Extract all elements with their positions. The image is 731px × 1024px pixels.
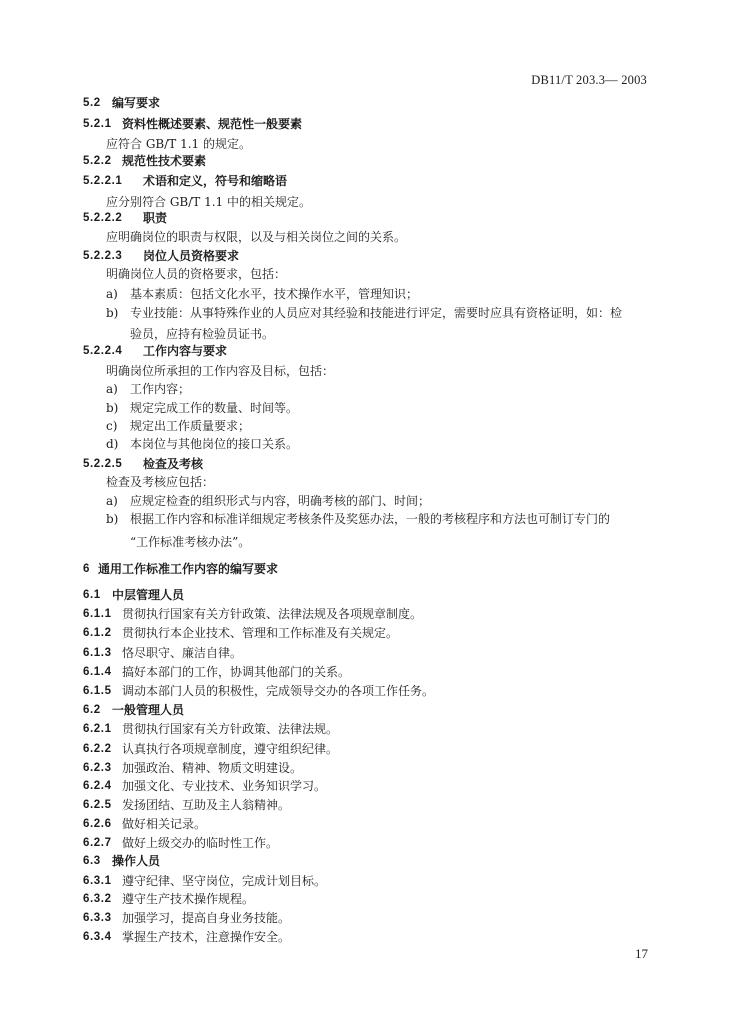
paragraph-text: 专业技能：从事特殊作业的人员应对其经验和技能进行评定，需要时应具有资格证明，如：检	[130, 306, 623, 320]
list-label: b)	[106, 306, 119, 320]
clause-number: 5.2.2	[83, 155, 112, 167]
heading-text: 检查及考核	[143, 457, 204, 471]
heading-text: 一般管理人员	[112, 703, 185, 717]
list-label: a)	[106, 494, 118, 508]
list-label: c)	[106, 419, 118, 433]
clause-number: 6.3	[83, 855, 101, 867]
clause-number: 6.2.5	[83, 799, 112, 811]
clause-number: 6.2.2	[83, 743, 112, 755]
paragraph-text: 恪尽职守、廉洁自律。	[122, 646, 243, 660]
paragraph-text: 遵守生产技术操作规程。	[122, 892, 255, 906]
heading-text: 工作内容与要求	[143, 344, 228, 358]
paragraph-text: 加强文化、专业技术、业务知识学习。	[122, 779, 327, 793]
clause-number: 6.1.4	[83, 666, 112, 678]
clause-number: 6.3.1	[83, 875, 112, 887]
paragraph-text: 规定完成工作的数量、时间等。	[130, 401, 299, 415]
paragraph-text: 验员，应持有检验员证书。	[130, 327, 275, 341]
paragraph-text: 加强政治、精神、物质文明建设。	[122, 761, 303, 775]
heading-text: 规范性技术要素	[122, 154, 207, 168]
clause-number: 6	[83, 563, 90, 575]
document-code: DB11/T 203.3— 2003	[531, 73, 647, 87]
paragraph-text: 根据工作内容和标准详细规定考核条件及奖惩办法，一般的考核程序和方法也可制订专门的	[130, 512, 611, 526]
paragraph-text: 贯彻执行本企业技术、管理和工作标准及有关规定。	[122, 626, 399, 640]
heading-text: 职责	[143, 211, 168, 225]
paragraph-text: 搞好本部门的工作，协调其他部门的关系。	[122, 665, 351, 679]
paragraph-text: 发扬团结、互助及主人翁精神。	[122, 798, 291, 812]
paragraph-text: 调动本部门人员的积极性，完成领导交办的各项工作任务。	[122, 684, 435, 698]
clause-number: 6.1.2	[83, 627, 112, 639]
heading-text: 通用工作标准工作内容的编写要求	[98, 562, 279, 576]
paragraph-text: 应分别符合 GB/T 1.1 中的相关规定。	[106, 195, 311, 209]
clause-number: 6.3.3	[83, 912, 112, 924]
paragraph-text: 贯彻执行国家有关方针政策、法律法规及各项规章制度。	[122, 607, 423, 621]
list-label: a)	[106, 287, 118, 301]
paragraph-text: 应明确岗位的职责与权限，以及与相关岗位之间的关系。	[106, 230, 407, 244]
list-label: d)	[106, 437, 119, 451]
clause-number: 5.2.2.4	[83, 345, 123, 357]
page-number: 17	[635, 946, 648, 961]
clause-number: 6.3.2	[83, 893, 112, 905]
clause-number: 6.2.6	[83, 818, 112, 830]
clause-number: 6.2	[83, 704, 101, 716]
paragraph-text: 遵守纪律、坚守岗位，完成计划目标。	[122, 874, 327, 888]
heading-text: 中层管理人员	[112, 588, 185, 602]
clause-number: 5.2	[83, 97, 101, 109]
clause-number: 6.2.4	[83, 780, 112, 792]
paragraph-text: 做好相关记录。	[122, 817, 207, 831]
clause-number: 6.1.1	[83, 608, 112, 620]
paragraph-text: 本岗位与其他岗位的接口关系。	[130, 437, 299, 451]
paragraph-text: 认真执行各项规章制度，遵守组织纪律。	[122, 742, 339, 756]
clause-number: 6.1	[83, 589, 101, 601]
paragraph-text: 应规定检查的组织形式与内容，明确考核的部门、时间；	[130, 494, 431, 508]
paragraph-text: 基本素质：包括文化水平，技术操作水平，管理知识；	[130, 287, 419, 301]
clause-number: 5.2.2.3	[83, 250, 123, 262]
list-label: b)	[106, 512, 119, 526]
clause-number: 5.2.2.1	[83, 175, 123, 187]
clause-number: 6.2.7	[83, 837, 112, 849]
paragraph-text: 明确岗位人员的资格要求，包括：	[106, 267, 287, 281]
list-label: b)	[106, 401, 119, 415]
paragraph-text: 做好上级交办的临时性工作。	[122, 836, 279, 850]
heading-text: 术语和定义，符号和缩略语	[143, 174, 288, 188]
clause-number: 6.3.4	[83, 931, 112, 943]
paragraph-text: 工作内容；	[130, 382, 191, 396]
paragraph-text: 明确岗位所承担的工作内容及目标，包括：	[106, 364, 335, 378]
clause-number: 5.2.2.2	[83, 212, 123, 224]
paragraph-text: 规定出工作质量要求；	[130, 419, 251, 433]
clause-number: 5.2.1	[83, 118, 112, 130]
heading-text: 岗位人员资格要求	[143, 249, 240, 263]
list-label: a)	[106, 382, 118, 396]
heading-text: 编写要求	[112, 96, 161, 110]
paragraph-text: 加强学习，提高自身业务技能。	[122, 911, 291, 925]
paragraph-text: 贯彻执行国家有关方针政策、法律法规。	[122, 722, 339, 736]
paragraph-text: 应符合 GB/T 1.1 的规定。	[106, 137, 251, 151]
clause-number: 6.1.5	[83, 685, 112, 697]
paragraph-text: “工作标准考核办法”。	[130, 535, 251, 549]
heading-text: 资料性概述要素、规范性一般要素	[122, 117, 303, 131]
clause-number: 6.2.1	[83, 723, 112, 735]
clause-number: 5.2.2.5	[83, 458, 123, 470]
paragraph-text: 检查及考核应包括：	[106, 475, 215, 489]
clause-number: 6.2.3	[83, 762, 112, 774]
heading-text: 操作人员	[112, 854, 161, 868]
clause-number: 6.1.3	[83, 647, 112, 659]
paragraph-text: 掌握生产技术，注意操作安全。	[122, 930, 291, 944]
